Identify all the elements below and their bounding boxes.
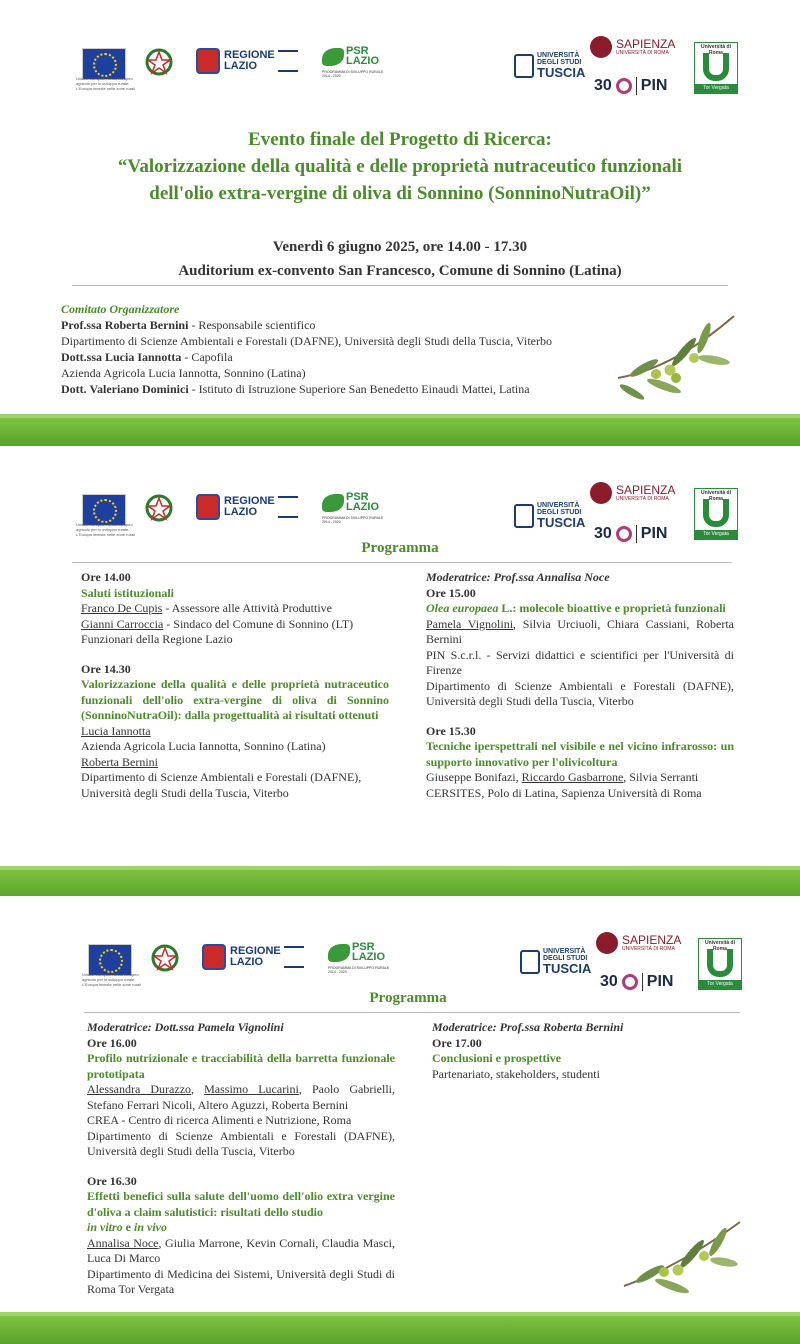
sapienza-label: SAPIENZA bbox=[622, 933, 682, 947]
speaker-others: , Silvia Serranti bbox=[623, 770, 699, 784]
regione-label-2: LAZIO bbox=[224, 506, 257, 518]
member-2-name: Dott.ssa Lucia Iannotta bbox=[61, 350, 182, 364]
speaker-affiliation: CREA - Centro di ricerca Alimenti e Nutrizione, Roma bbox=[87, 1113, 352, 1127]
session-time: Ore 16.30 bbox=[87, 1173, 137, 1188]
session-time: Ore 15.00 bbox=[426, 585, 476, 600]
sapienza-sub: UNIVERSITÀ DI ROMA bbox=[622, 946, 675, 952]
page-1 bbox=[0, 0, 800, 446]
program-left-column bbox=[87, 1020, 395, 1298]
sapienza-label: SAPIENZA bbox=[616, 37, 676, 51]
psr-lazio-logo bbox=[328, 940, 398, 974]
torvergata-bottom: Tor Vergata bbox=[695, 84, 737, 93]
psr-lazio-logo bbox=[322, 44, 392, 78]
psr-sub: PROGRAMMA DI SVILUPPO RURALE 2014 - 2020 bbox=[322, 516, 384, 524]
green-band bbox=[0, 870, 800, 898]
psr-lazio-logo bbox=[322, 490, 392, 524]
psr-label-2: LAZIO bbox=[352, 951, 385, 963]
sapienza-sub: UNIVERSITÀ DI ROMA bbox=[616, 496, 669, 502]
member-1-affiliation: Dipartimento di Scienze Ambientali e Forestali (DAFNE), Università degli Studi della Tuscia, Viterbo bbox=[61, 334, 552, 348]
speaker-role: - Assessore alle Attività Produttive bbox=[162, 601, 332, 615]
speaker-affiliation: Dipartimento di Scienze Ambientali e Forestali (DAFNE), Università degli Studi della Tuscia, Viterbo bbox=[87, 1128, 395, 1158]
member-2-role: - Capofila bbox=[181, 350, 233, 364]
session-title: Profilo nutrizionale e tracciabilità della barretta funzionale prototipata bbox=[87, 1051, 395, 1081]
session-title bbox=[426, 601, 734, 617]
speaker-affiliation: Dipartimento di Scienze Ambientali e Forestali (DAFNE), Università degli Studi della Tuscia, Viterbo bbox=[81, 770, 362, 800]
speaker-name: Franco De Cupis bbox=[81, 601, 163, 615]
pin-30: 30 bbox=[594, 525, 612, 542]
tuscia-label-2: TUSCIA bbox=[543, 961, 592, 976]
italian-republic-emblem bbox=[145, 46, 173, 78]
regione-lazio-logo bbox=[196, 46, 298, 76]
sapienza-label: SAPIENZA bbox=[616, 483, 676, 497]
pin-label: PIN bbox=[640, 77, 668, 94]
speaker-others: Giuseppe Bonifazi, bbox=[426, 770, 522, 784]
speaker-affiliation: Dipartimento di Scienze Ambientali e Forestali (DAFNE), Università degli Studi della Tuscia, Viterbo bbox=[426, 678, 734, 708]
logo-bar bbox=[0, 37, 800, 110]
event-title-line-3: dell'olio extra-vergine di oliva di Sonnino (SonninoNutraOil)” bbox=[149, 183, 651, 204]
tuscia-label-2: TUSCIA bbox=[537, 65, 586, 80]
session-text: Partenariato, stakeholders, studenti bbox=[432, 1066, 600, 1081]
regione-label-2: LAZIO bbox=[224, 60, 257, 72]
speaker-line: Funzionari della Regione Lazio bbox=[81, 632, 233, 646]
event-title-line-1: Evento finale del Progetto di Ricerca: bbox=[248, 129, 552, 150]
moderator: Moderatrice: Prof.ssa Annalisa Noce bbox=[426, 570, 610, 584]
moderator: Moderatrice: Dott.ssa Pamela Vignolini bbox=[87, 1020, 284, 1034]
session-time: Ore 14.00 bbox=[81, 570, 131, 584]
session-time: Ore 17.00 bbox=[432, 1035, 482, 1050]
sapienza-logo bbox=[590, 482, 682, 512]
psr-label-2: LAZIO bbox=[346, 55, 379, 67]
olive-branch-image bbox=[620, 1216, 744, 1306]
member-1-role: - Responsabile scientifico bbox=[188, 318, 316, 332]
program-right-column bbox=[426, 570, 734, 801]
session-title-italic: in vitro bbox=[87, 1220, 123, 1234]
speaker-others: , Silvia Urciuoli, Chiara Cassiani, Roberta Bernini bbox=[426, 616, 734, 646]
regione-label-1: REGIONE bbox=[230, 945, 281, 957]
pin-logo bbox=[594, 74, 667, 98]
green-band bbox=[0, 418, 800, 446]
green-band bbox=[0, 1316, 800, 1344]
tuscia-label-1: UNIVERSITÀ DEGLI STUDI bbox=[543, 948, 588, 962]
tor-vergata-logo bbox=[698, 938, 742, 990]
member-2-affiliation: Azienda Agricola Lucia Iannotta, Sonnino (Latina) bbox=[61, 366, 306, 380]
psr-label-1: PSR bbox=[346, 45, 369, 57]
session-title-italic: in vivo bbox=[134, 1220, 167, 1234]
event-venue: Auditorium ex-convento San Francesco, Comune di Sonnino (Latina) bbox=[178, 263, 622, 279]
speaker-affiliation: Dipartimento di Medicina dei Sistemi, Università degli Studi di Roma Tor Vergata bbox=[87, 1266, 395, 1296]
session-time: Ore 15.30 bbox=[426, 723, 476, 738]
psr-sub: PROGRAMMA DI SVILUPPO RURALE 2014 - 2020 bbox=[322, 70, 384, 78]
eu-caption: Unione europea Fondo europeo agricolo per lo sviluppo rurale: L'Europa investe nelle zone rurali bbox=[82, 972, 142, 987]
session-time: Ore 16.00 bbox=[87, 1035, 137, 1050]
speaker-name: Gianni Carroccia bbox=[81, 616, 164, 631]
divider bbox=[84, 1012, 740, 1013]
eu-caption: Unione europea Fondo europeo agricolo per lo sviluppo rurale: L'Europa investe nelle zone rurali bbox=[76, 76, 136, 91]
speaker-name: Alessandra Durazzo bbox=[87, 1082, 192, 1096]
committee-heading: Comitato Organizzatore bbox=[61, 302, 180, 316]
session-title-and: e bbox=[122, 1220, 134, 1234]
page-3 bbox=[0, 896, 800, 1342]
speaker-name: Massimo Lucarini bbox=[204, 1082, 299, 1096]
speaker-affiliation: PIN S.c.r.l. - Servizi didattici e scientifici per l'Università di Firenze bbox=[426, 647, 734, 677]
tuscia-label-2: TUSCIA bbox=[537, 515, 586, 530]
session-title: Conclusioni e prospettive bbox=[432, 1051, 562, 1065]
tor-vergata-logo bbox=[694, 42, 738, 94]
session-title: Saluti istituzionali bbox=[81, 585, 175, 600]
speaker-others: , Paolo Gabrielli, Stefano Ferrari Nicoli, Altero Aguzzi, Roberta Bernini bbox=[87, 1082, 395, 1112]
torvergata-top: Università di Roma bbox=[704, 940, 735, 952]
italian-republic-emblem bbox=[145, 492, 173, 524]
torvergata-top: Università di Roma bbox=[700, 490, 731, 502]
session-time: Ore 14.30 bbox=[81, 661, 131, 676]
speaker-name: Lucia Iannotta bbox=[81, 723, 151, 738]
regione-lazio-logo bbox=[202, 942, 304, 972]
italian-republic-emblem bbox=[151, 942, 179, 974]
pin-30: 30 bbox=[600, 973, 618, 990]
sapienza-sub: UNIVERSITÀ DI ROMA bbox=[616, 50, 669, 56]
eu-caption: Unione europea Fondo europeo agricolo per lo sviluppo rurale: L'Europa investe nelle zone rurali bbox=[76, 522, 136, 537]
regione-lazio-logo bbox=[196, 492, 298, 522]
regione-label-1: REGIONE bbox=[224, 495, 275, 507]
speaker-name: Roberta Bernini bbox=[81, 754, 158, 769]
program-right-column bbox=[432, 1020, 740, 1082]
divider bbox=[72, 285, 728, 286]
olive-branch-image bbox=[614, 308, 738, 408]
event-title-line-2: “Valorizzazione della qualità e delle proprietà nutraceutico funzionali bbox=[117, 156, 683, 177]
torvergata-top: Università di Roma bbox=[700, 44, 731, 56]
psr-label-1: PSR bbox=[346, 491, 369, 503]
regione-label-1: REGIONE bbox=[224, 49, 275, 61]
psr-label-2: LAZIO bbox=[346, 501, 379, 513]
speaker-name: Pamela Vignolini bbox=[426, 616, 514, 631]
member-3-role: - Istituto di Istruzione Superiore San Benedetto Einaudi Mattei, Latina bbox=[188, 382, 530, 396]
program-heading: Programma bbox=[361, 540, 439, 556]
speaker-others: , Giulia Marrone, Kevin Cornali, Claudia Masci, Luca Di Marco bbox=[87, 1235, 395, 1265]
member-3-name: Dott. Valeriano Dominici bbox=[61, 382, 189, 396]
divider bbox=[72, 562, 732, 563]
program-heading: Programma bbox=[369, 990, 447, 1006]
torvergata-bottom: Tor Vergata bbox=[695, 530, 737, 539]
session-title-rest: L.: molecole bioattive e proprietà funzionali bbox=[498, 601, 726, 615]
regione-label-2: LAZIO bbox=[230, 956, 263, 968]
member-1-name: Prof.ssa Roberta Bernini bbox=[61, 318, 189, 332]
sapienza-logo bbox=[596, 932, 688, 962]
moderator: Moderatrice: Prof.ssa Roberta Bernini bbox=[432, 1020, 624, 1034]
session-title-italic: Olea europaea bbox=[426, 601, 499, 615]
speaker-name: Annalisa Noce bbox=[87, 1235, 159, 1250]
speaker-sep: , bbox=[191, 1082, 205, 1096]
sapienza-logo bbox=[590, 36, 682, 66]
pin-30: 30 bbox=[594, 77, 612, 94]
tuscia-logo bbox=[520, 944, 590, 984]
tuscia-label-1: UNIVERSITÀ DEGLI STUDI bbox=[537, 52, 582, 66]
session-title-text: Effetti benefici sulla salute dell'uomo dell'olio extra vergine d'oliva a claim salutistici: risultati dello studio bbox=[87, 1189, 395, 1219]
psr-sub: PROGRAMMA DI SVILUPPO RURALE 2014 - 2020 bbox=[328, 966, 390, 974]
program-left-column bbox=[81, 570, 389, 801]
tuscia-label-1: UNIVERSITÀ DEGLI STUDI bbox=[537, 502, 582, 516]
session-title: Tecniche iperspettrali nel visibile e nel vicino infrarosso: un supporto innovativo per l'olivicoltura bbox=[426, 739, 734, 769]
session-title bbox=[87, 1189, 395, 1236]
speaker-affiliation: Azienda Agricola Lucia Iannotta, Sonnino (Latina) bbox=[81, 739, 326, 753]
page-2 bbox=[0, 446, 800, 896]
speaker-name: Riccardo Gasbarrone bbox=[521, 770, 624, 784]
tuscia-logo bbox=[514, 498, 584, 538]
organizing-committee bbox=[61, 301, 611, 397]
event-date: Venerdì 6 giugno 2025, ore 14.00 - 17.30 bbox=[272, 239, 528, 255]
tuscia-logo bbox=[514, 48, 584, 88]
psr-label-1: PSR bbox=[352, 941, 375, 953]
tor-vergata-logo bbox=[694, 488, 738, 540]
speaker-affiliation: CERSITES, Polo di Latina, Sapienza Università di Roma bbox=[426, 785, 702, 800]
session-title: Valorizzazione della qualità e delle proprietà nutraceutico funzionali dell'olio extra-vergine di oliva di Sonnino (SonninoNutraOil): dalla progettualità ai risultati ottenuti bbox=[81, 677, 389, 722]
torvergata-bottom: Tor Vergata bbox=[699, 980, 741, 989]
pin-label: PIN bbox=[646, 973, 674, 990]
pin-label: PIN bbox=[640, 525, 668, 542]
speaker-role: - Sindaco del Comune di Sonnino (LT) bbox=[163, 616, 354, 631]
